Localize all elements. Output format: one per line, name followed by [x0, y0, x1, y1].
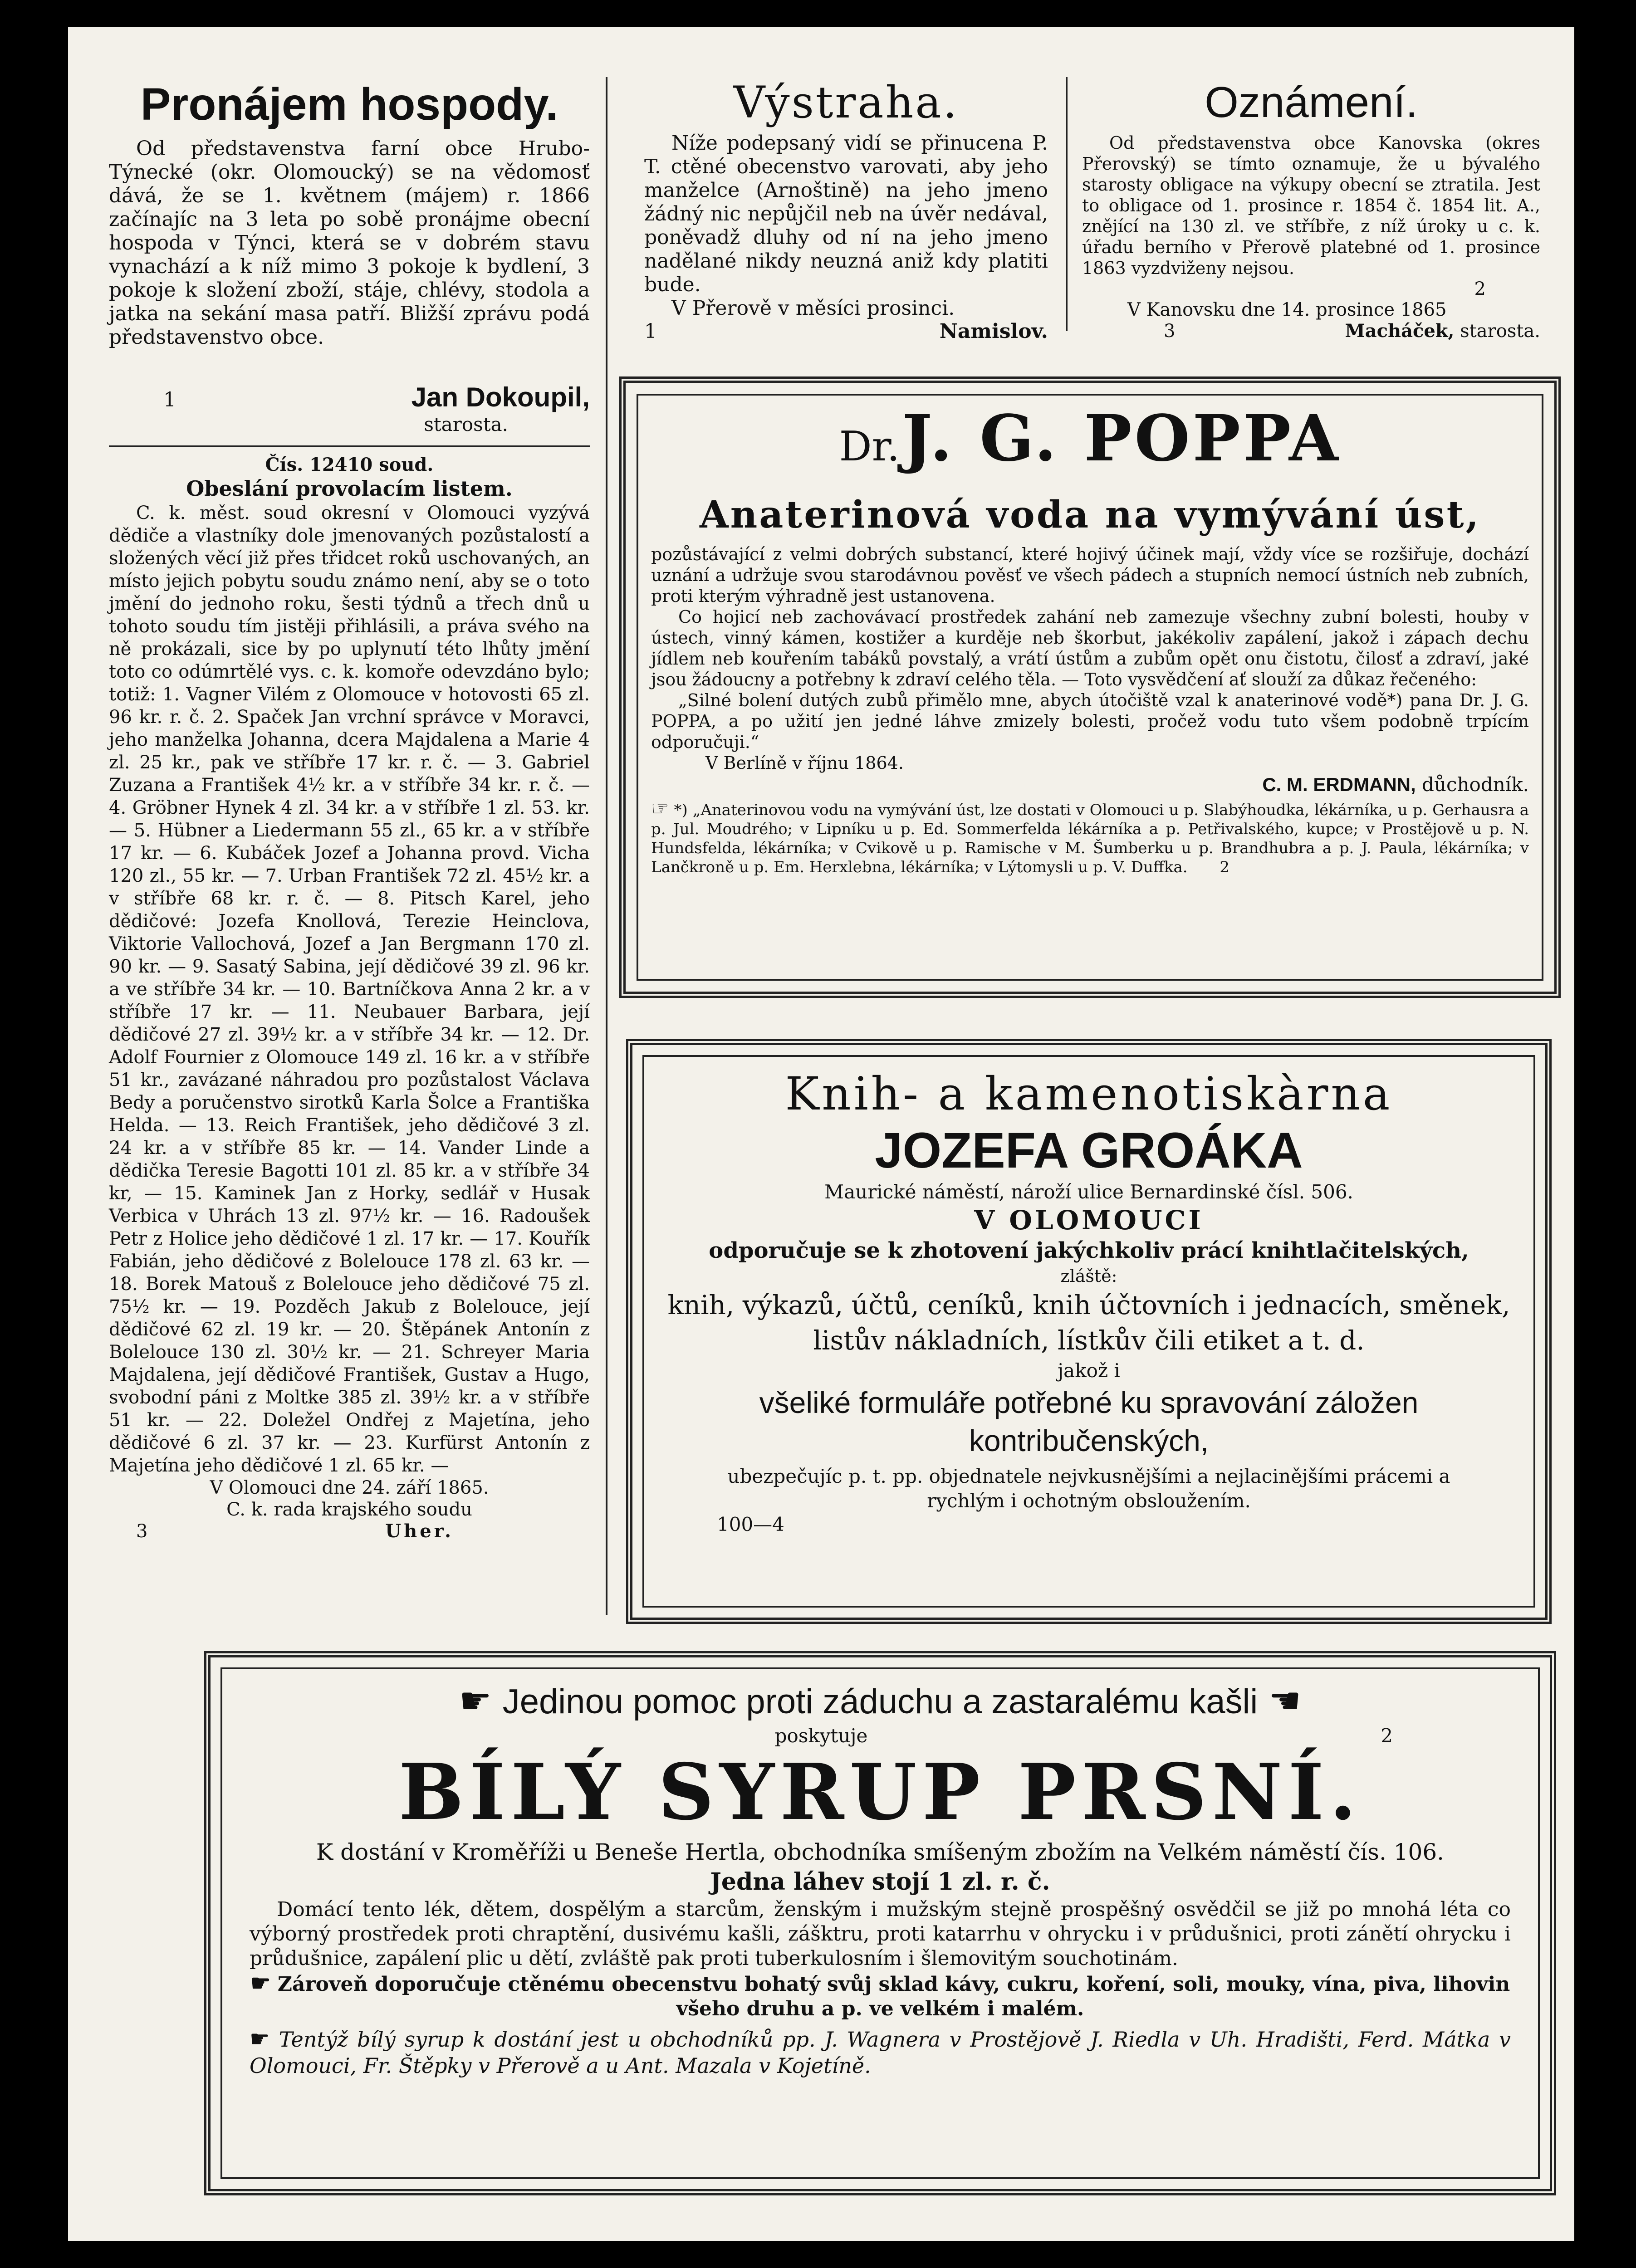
notice-signer: Uher.: [385, 1520, 454, 1542]
printer-number: 100—4: [717, 1513, 784, 1535]
syrup-p1: Domácí tento lék, dětem, dospělým a starcům, ženským i mužským stejně prospěšný osvědčil se již po mnohá léta co výborný prostředek proti chraptění, dusivému kašli, zášktru, proti katarrhu v ohrycku i v průdušnici, proti zánětí ohrycku i průdušnice, zapálení plic u dětí, zvláště pak proti tuberkulosním i šlemovitým souchotinám.: [250, 1898, 1511, 1970]
ad-number: 1: [163, 388, 176, 411]
signer-role: starosta.: [424, 413, 508, 435]
column-rule-2: [1066, 77, 1068, 331]
printer-title: Knih- a kamenotiskàrna: [785, 1067, 1393, 1120]
ad-body-vystraha: Níže podepsaný vidí se přinucena P. T. ctěné obecenstvo varovati, aby jeho manželce (Arnoštině) na jeho jmeno žádný nic nepůjčil neb na úvěr nedával, poněvadž dluhy od ní na jeho jmeno nadělané nikdy neuzná aniž kdy platiti bude.: [644, 132, 1048, 296]
poppa-number: 2: [1220, 858, 1230, 876]
vystraha-date: V Přerově v měsíci prosinci.: [671, 297, 955, 320]
syrup-price: Jedna láhev stojí 1 zl. r. č.: [710, 1868, 1050, 1896]
printer-line6: ubezpečujíc p. t. pp. objednatele nejvkusnějšími a nejlacinějšími prácemi a rychlým i ochotným obsloužením.: [727, 1465, 1450, 1512]
ad-body-oznameni: Od představenstva obce Kanovska (okres Přerovský) se tímto oznamuje, že u bývalého starosty obligace na výkupy obecní se ztratila. Jest to obligace od 1. prosince r. 1854 č. 1854 lit. A., znějící na 130 zl. ve stříbře, z níž úroky u c. k. úřadu berního v Přerově platebné od 1. prosince 1863 vyzdviženy nejsou.: [1082, 133, 1540, 278]
poppa-signer: C. M. ERDMANN,: [1262, 774, 1416, 795]
ad-title-oznameni: Oznámení.: [1205, 78, 1418, 127]
poppa-name: J. G. POPPA: [902, 401, 1341, 476]
poppa-p2: Co hojicí neb zachovávací prostředek zahání neb zamezuje všechny zubní bolesti, houby v ústech, vinný kámen, kostižer a kurděje neb škorbut, jakékoliv zapálení, jakož i zápach dechu jídlem neb kouřením tabáků povstalý, a vrátí ústům a zubům opět onu čistotu, čilosť a zdraví, jaké jsou žádoucny a potřebny k zdraví celého těla. — Toto vysvědčení ať slouží za důkaz řečeného:: [651, 607, 1529, 689]
notice-date: V Olomouci dne 24. září 1865.: [210, 1477, 489, 1498]
oznameni-signer: Macháček,: [1345, 320, 1455, 342]
notice-heading: Obeslání provolacím listem.: [186, 476, 513, 501]
column-2: [644, 77, 1048, 343]
pointing-hand-icon: ☚: [1269, 1680, 1302, 1722]
syrup-name: BÍLÝ SYRUP PRSNÍ.: [398, 1747, 1362, 1838]
ad-body-pronajem: Od představenstva farní obce Hrubo-Týnecké (okr. Olomoucký) se na vědomosť dává, že se 1. květnem (májem) r. 1866 začínajíc na 3 leta po sobě pronájme obecní hospoda v Týnci, která se v dobrém stavu vynachází a k níž mimo 3 pokoje k bydlení, 3 pokoje k složení zboží, stáje, chlévy, stodola a jatka na sekání masa patří. Bližší zprávu podá představenstvo obce.: [109, 137, 590, 349]
newspaper-page: [68, 27, 1574, 2241]
printer-address: Maurické náměstí, nároží ulice Bernardinské čísl. 506.: [824, 1181, 1353, 1203]
notice-body: C. k. měst. soud okresní v Olomouci vyzývá dědiče a vlastníky dole jmenovaných pozůstalostí a složených věcí již přes třidcet roků uschovaných, an místo jejich pobytu soudu známo není, aby se o toto jmění do jednoho roku, šesti týdnů a třech dnů u tohoto soudu tím jistěji přihlásili, a práva svého na ně prokázali, sice by po uplynutí této lhůty jmění toto co odúmrtělé vys. c. k. komoře odevzdáno bylo; totiž: 1. Vagner Vilém z Olomouce v hotovosti 65 zl. 96 kr. r. č. 2. Spaček Jan vrchní správce v Moravci, jeho manželka Johanna, dcera Majdalena a Marie 4 zl. 25 kr., pak ve stříbře 17 kr. r. č. — 3. Gabriel Zuzana a František 4½ kr. a v stříbře 34 kr. r. č. — 4. Gröbner Hynek 4 zl. 34 kr. a v stříbře 1 zl. 53. kr. — 5. Hübner a Liedermann 55 zl., 65 kr. a v stříbře 17 kr. — 6. Kubáček Jozef a Johanna provd. Vicha 120 zl., 55 kr. — 7. Urban František 72 zl. 45½ kr. a v stříbře 68 kr. r. č. — 8. Pitsch Karel, jeho dědičové: Jozefa Knollová, Terezie Heinclova, Viktorie Vallochová, Jozef a Jan Bergmann 170 zl. 90 kr. — 9. Sasatý Sabina, její dědičové 39 zl. 96 kr. a ve stříbře 34 kr. — 10. Bartníčkova Anna 2 kr. a v stříbře 17 kr. — 11. Neubauer Barbara, její dědičové 27 zl. 39½ kr. a v stříbře 34 kr. — 12. Dr. Adolf Fournier z Olomouce 149 zl. 16 kr. a v stříbře 51 kr., zavázané náhradou pro pozůstalost Václava Bedy a poručenstvo sirotků Karla Šolce a Františka Helda. — 13. Reich František, jeho dědičové 3 zl. 24 kr. a v stříbře 85 kr. — 14. Vander Linde a dědička Teresie Bagotti 101 zl. 85 kr. a v stříbře 34 kr, — 15. Kaminek Jan z Horky, sedlář v Husak Verbica v Uhrách 13 zl. 97½ kr. — 16. Radoušek Petr z Holice jeho dědičové 1 zl. 17 kr. — 17. Kouřík Fabián, jeho dědičové z Bolelouce 178 zl. 63 kr. — 18. Borek Matouš z Bolelouce jeho dědičové 75 zl. 75½ kr. — 19. Pozděch Jakub z Bolelouce, její dědičové 62 zl. 19 kr. — 20. Štěpánek Antonín z Bolelouce 130 zl. 30½ kr. — 21. Schreyer Maria Majdalena, její dědičové František, Gustav a Hugo, svobodní páni z Moltke 385 zl. 39½ kr. a v stříbře 51 kr. — 22. Doležel Ondřej z Majetína, jeho dědičové 6 zl. 37 kr. — 23. Kurfürst Antonín z Majetína jeho dědičové 1 zl. 65 kr. —: [109, 503, 590, 1476]
oznameni-role: starosta.: [1460, 321, 1540, 342]
pointing-hand-icon: ☛: [250, 1970, 271, 1996]
column-rule-1: [606, 77, 607, 1615]
poppa-quote: „Silné bolení dutých zubů přimělo mne, abych útočiště vzal k anaterinové vodě*) pana Dr. J. G. POPPA, a po užití jen jedné láhve zmizely bolesti, pročež vodu tuto všem podobně trpícím odporučuji.“: [651, 690, 1529, 752]
printer-line5: všeliké formuláře potřebné ku spravování záložen kontribučenských,: [759, 1386, 1419, 1457]
oznameni-date: V Kanovsku dne 14. prosince 1865: [1127, 299, 1447, 320]
ad-title-vystraha: Výstraha.: [733, 77, 959, 128]
printer-ad: [626, 1039, 1552, 1624]
poppa-subtitle: Anaterinová voda na vymývání úst,: [699, 493, 1481, 537]
notice-number: 3: [136, 1521, 148, 1542]
poppa-role: důchodník.: [1422, 773, 1529, 796]
pointing-hand-icon: ☛: [459, 1680, 492, 1722]
signer-name: Jan Dokoupil,: [411, 382, 590, 412]
poppa-prefix: Dr.: [839, 423, 900, 470]
poppa-footnote: ☞ *) „Anaterinovou vodu na vymývání úst, lze dostati v Olomouci u p. Slabýhoudka, lékárníka, u p. Gerhausra a p. Jul. Moudrého; v Lipníku u p. Ed. Sommerfelda lékárníka a p. Petřivalského, kupce; v Prostějově u p. N. Hundsfelda, lékárníka; v Cvikově u p. Ramische v M. Šumberku u p. Brandhubra a p. J. Paula, lékárníka; v Lančkroně u p. Em. Herxlebna, lékárníka; v Lýtomysli u p. V. Duffka. 2: [651, 797, 1529, 876]
syrup-sub: poskytuje: [774, 1725, 868, 1747]
printer-city: V OLOMOUCI: [974, 1205, 1204, 1236]
syrup-p2: ☛ Zároveň doporučuje ctěnému obecenstvu bohatý svůj sklad kávy, cukru, koření, soli, mouky, vína, piva, lihovin všeho druhu a p. ve velkém i malém.: [250, 1970, 1510, 2020]
syrup-p3: ☛ Tentýž bílý syrup k dostání jest u obchodníků pp. J. Wagnera v Prostějově J. Riedla v Uh. Hradišti, Ferd. Mátka v Olomouci, Fr. Štěpky v Přerově a u Ant. Mazala v Kojetíně.: [250, 2026, 1511, 2078]
ad-title-pronajem: Pronájem hospody.: [140, 79, 558, 130]
case-number: Čís. 12410 soud.: [265, 454, 434, 475]
syrup-number: 2: [1381, 1725, 1393, 1747]
notice-court: C. k. rada krajského soudu: [226, 1499, 472, 1520]
vystraha-number: 1: [644, 320, 657, 343]
poppa-date: V Berlíně v říjnu 1864.: [705, 753, 904, 773]
column-1: [109, 77, 590, 1542]
vystraha-signer: Namislov.: [939, 320, 1048, 343]
poppa-ad: [619, 376, 1561, 998]
pointing-hand-icon: ☛: [250, 2026, 270, 2052]
divider: [109, 445, 590, 447]
syrup-where: K dostání v Kroměříži u Beneše Hertla, obchodníka smíšeným zbožím na Velkém náměstí čís. 106.: [316, 1839, 1445, 1865]
printer-line2: zláště:: [1060, 1266, 1117, 1286]
printer-line3: knih, výkazů, účtů, ceníků, knih účtovních i jednacích, směnek, listův nákladních, lístkův čili etiket a t. d.: [667, 1290, 1510, 1356]
column-3: [1082, 77, 1540, 342]
printer-line1: odporučuje se k zhotovení jakýchkoliv prácí knihtlačitelských,: [709, 1238, 1469, 1263]
oznameni-number: 3: [1164, 321, 1176, 342]
oznameni-number-a: 2: [1474, 279, 1486, 299]
pointing-hand-icon: ☞: [651, 797, 669, 820]
printer-line4: jakož i: [1058, 1359, 1120, 1382]
printer-name: JOZEFA GROÁKA: [875, 1123, 1303, 1178]
poppa-p1: pozůstávající z velmi dobrých substancí, které hojivý účinek mají, vždy více se rozšiřuje, dochází uznání a udržuje svou starodávnou pověsť ve všech pádech a stupních nemocí ústních neb zubních, proti kterým výhradně jest ustanovena.: [651, 544, 1529, 606]
syrup-ad: [204, 1651, 1556, 2195]
syrup-headline: Jedinou pomoc proti záduchu a zastaralému kašli: [502, 1682, 1258, 1721]
